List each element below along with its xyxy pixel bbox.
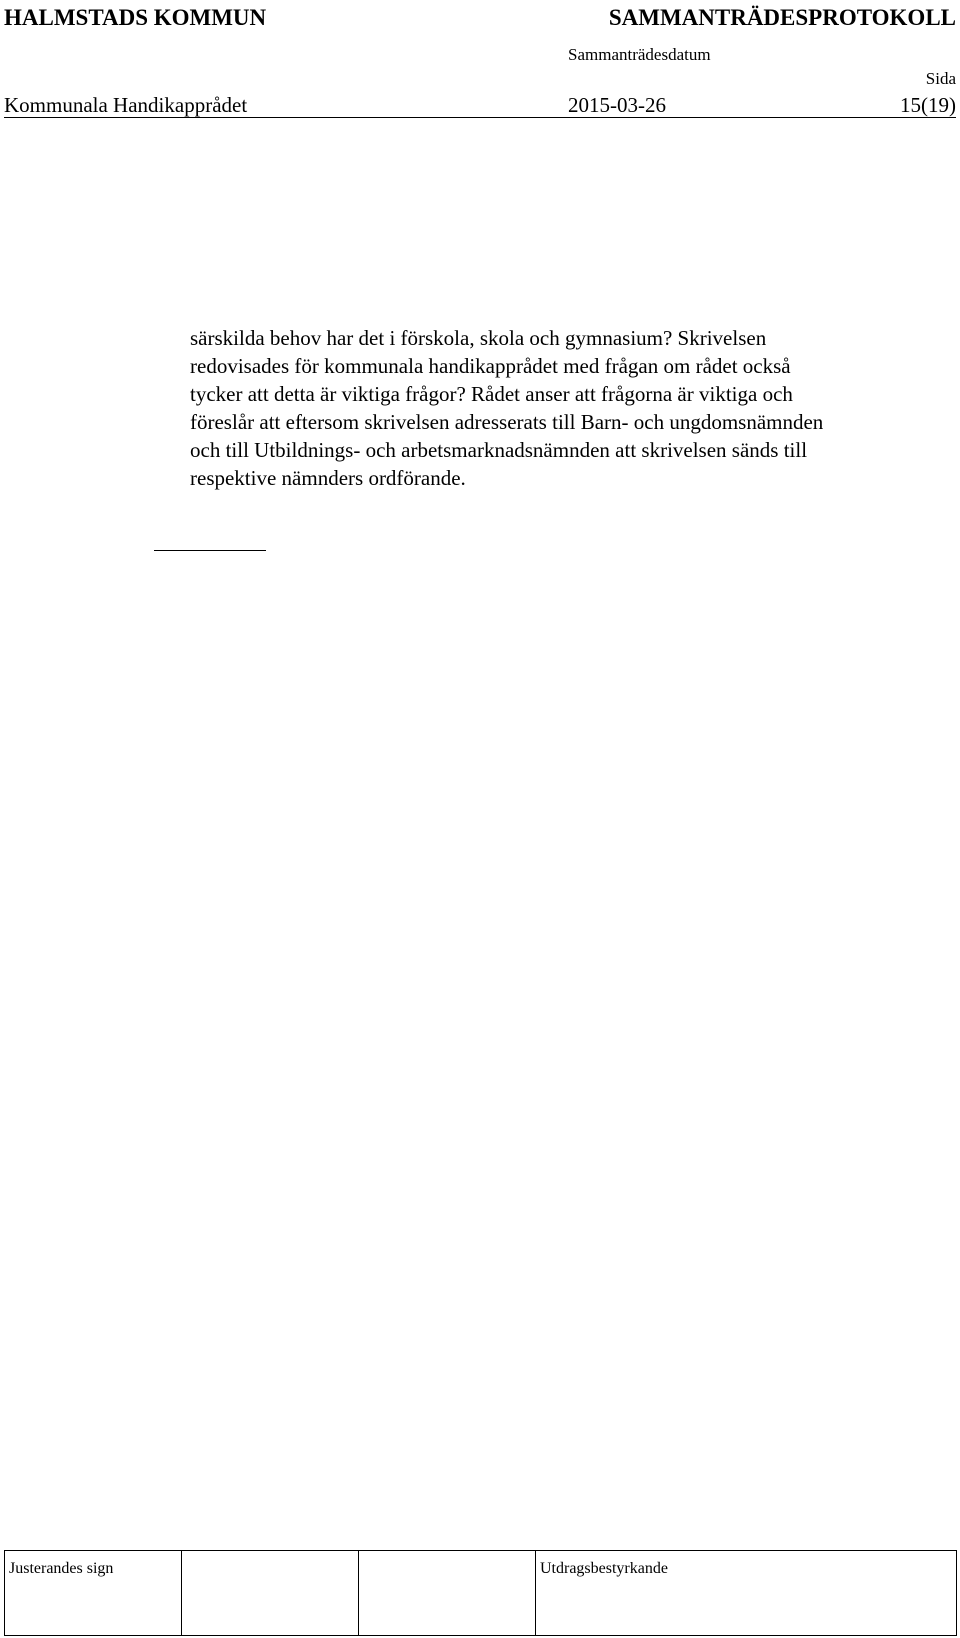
body-line: föreslår att eftersom skrivelsen adresserats till Barn- och ungdomsnämnden bbox=[190, 410, 824, 434]
utdragsbestyrkande-label: Utdragsbestyrkande bbox=[540, 1560, 668, 1577]
body-line: respektive nämnders ordförande. bbox=[190, 466, 466, 490]
body-line: tycker att detta är viktiga frågor? Rådet anser att frågorna är viktiga och bbox=[190, 382, 793, 406]
page-label: Sida bbox=[925, 69, 956, 88]
body-line: särskilda behov har det i förskola, skola och gymnasium? Skrivelsen bbox=[190, 326, 767, 350]
meeting-date-label: Sammanträdesdatum bbox=[568, 45, 711, 64]
body-line: och till Utbildnings- och arbetsmarknadsnämnden att skrivelsen sänds till bbox=[190, 438, 808, 462]
section-end-rule bbox=[154, 550, 266, 551]
body-paragraph bbox=[190, 324, 950, 492]
committee-name: Kommunala Handikapprådet bbox=[4, 93, 248, 117]
page-number: 15(19) bbox=[900, 93, 956, 117]
utdragsbestyrkande-cell bbox=[536, 1551, 957, 1636]
signature-table bbox=[4, 1550, 957, 1636]
justerandes-sign-cell bbox=[5, 1551, 182, 1636]
signature-cell bbox=[359, 1551, 536, 1636]
signature-row bbox=[5, 1551, 957, 1636]
document-type: SAMMANTRÄDESPROTOKOLL bbox=[608, 5, 956, 30]
body-line: redovisades för kommunala handikapprådet med frågan om rådet också bbox=[190, 354, 791, 378]
signature-cell bbox=[182, 1551, 359, 1636]
justerandes-sign-label: Justerandes sign bbox=[9, 1560, 114, 1577]
header-divider bbox=[4, 117, 956, 118]
meeting-date: 2015-03-26 bbox=[568, 93, 666, 117]
organization-name: HALMSTADS KOMMUN bbox=[4, 5, 267, 30]
